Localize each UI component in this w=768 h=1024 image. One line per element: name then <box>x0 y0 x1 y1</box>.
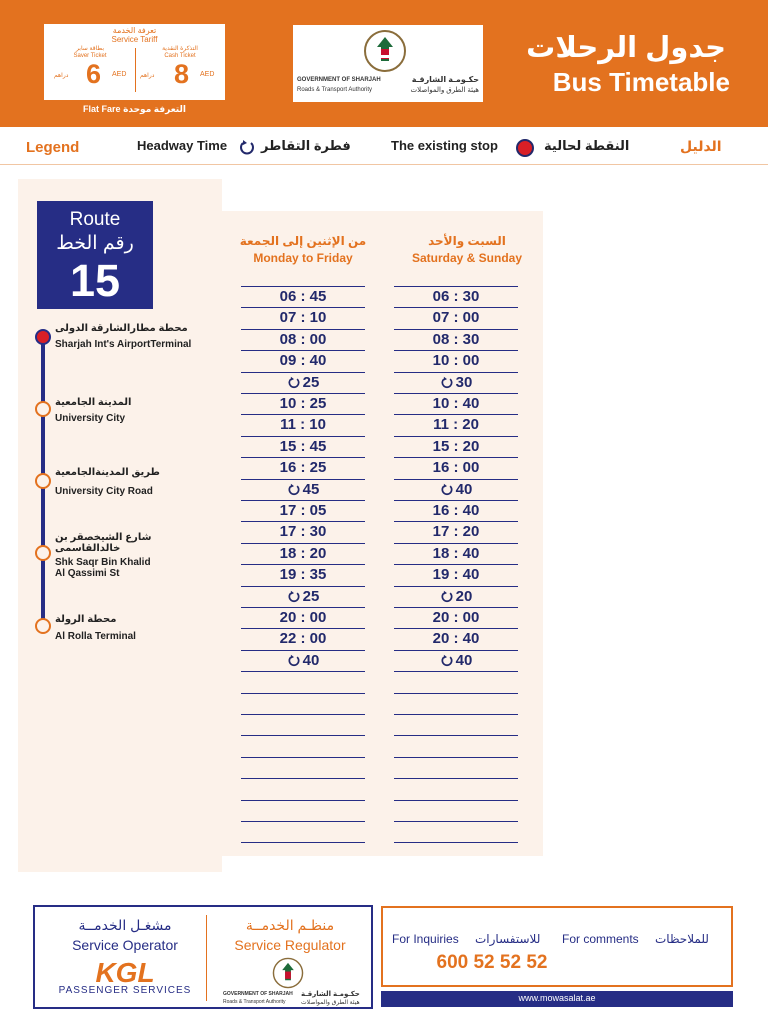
timetable-rule <box>241 543 365 544</box>
stop-marker <box>35 618 51 634</box>
timetable-rule <box>394 714 518 715</box>
route-label-en: Route <box>69 209 121 230</box>
timetable-rule <box>394 329 518 330</box>
timetable-rule <box>394 564 518 565</box>
stop-marker-current <box>35 329 51 345</box>
tariff-title-ar: تعرفة الخدمة <box>112 26 157 35</box>
timetable-rule <box>241 393 365 394</box>
page-title-ar: جدول الرحلات <box>526 32 726 64</box>
sharjah-emblem-icon <box>272 957 304 989</box>
contact-phone[interactable]: 600 52 52 52 <box>436 952 548 973</box>
headway-cell <box>241 374 365 391</box>
timetable-rule <box>394 307 518 308</box>
regulator-authority-ar: هيئة الطرق والمواصلات <box>301 1000 360 1006</box>
timetable-rule <box>394 521 518 522</box>
weekend-header <box>402 233 532 267</box>
headway-minutes: 25 <box>302 374 320 391</box>
flat-fare-ar: التعرفة موحدة <box>123 104 186 114</box>
existing-stop-label-en: The existing stop <box>391 138 498 153</box>
stop-marker <box>35 473 51 489</box>
departure-time: 08 : 30 <box>432 331 480 348</box>
weekday-header-ar: من الإثنين إلى الجمعة <box>239 234 367 248</box>
timetable-rule <box>394 842 518 843</box>
inquiries-label-en: For Inquiries <box>392 932 459 946</box>
stop-name-ar: محطة مطارالشارقة الدولى <box>55 323 188 334</box>
timetable-rule <box>241 821 365 822</box>
timetable-rule <box>241 372 365 373</box>
timetable-rule <box>394 500 518 501</box>
headway-icon <box>287 483 301 497</box>
weekday-header <box>238 233 368 267</box>
headway-icon <box>238 139 256 157</box>
stop-name-ar: محطة الرولة <box>55 614 117 625</box>
route-number-box <box>37 201 153 309</box>
existing-stop-label-ar: النقطة لحالية <box>544 138 630 153</box>
timetable-rule <box>394 372 518 373</box>
timetable-rule <box>394 628 518 629</box>
timetable-rule <box>241 778 365 779</box>
timetable-rule <box>394 735 518 736</box>
timetable-rule <box>241 500 365 501</box>
timetable-rule <box>394 778 518 779</box>
gov-authority-en: Roads & Transport Authority <box>297 87 373 93</box>
operator-label-ar: مشغـل الخدمــة <box>78 917 172 933</box>
timetable-rule <box>241 607 365 608</box>
comments-label-en: For comments <box>562 932 639 946</box>
timetable-rule <box>241 735 365 736</box>
headway-minutes: 45 <box>302 481 320 498</box>
sharjah-government-logo <box>293 25 483 102</box>
headway-icon <box>440 483 454 497</box>
headway-icon <box>440 654 454 668</box>
timetable-rule <box>394 479 518 480</box>
header-band <box>0 0 768 127</box>
timetable-rule <box>241 436 365 437</box>
cash-label-en: Cash Ticket <box>164 53 196 59</box>
route-label-ar: رقم الخط <box>56 233 134 254</box>
gov-name-en: GOVERNMENT OF SHARJAH <box>297 77 381 83</box>
gov-name-ar: حكـومـة الشارقـة <box>411 75 479 84</box>
timetable-rule <box>241 564 365 565</box>
departure-time: 16 : 25 <box>279 459 327 476</box>
legend-label-ar: الدليل <box>680 138 722 154</box>
departure-time: 17 : 20 <box>432 523 480 540</box>
saver-currency: AED <box>112 71 127 78</box>
timetable-rule <box>394 436 518 437</box>
website-link[interactable]: www.mowasalat.ae <box>518 993 596 1003</box>
contact-box <box>381 906 733 987</box>
flat-fare <box>44 104 225 115</box>
departure-time: 16 : 00 <box>432 459 480 476</box>
timetable-rule <box>394 414 518 415</box>
headway-minutes: 30 <box>455 374 473 391</box>
legend-label-en: Legend <box>26 139 80 156</box>
regulator-label-en: Service Regulator <box>234 937 346 953</box>
stop-marker <box>35 545 51 561</box>
weekday-header-en: Monday to Friday <box>253 251 353 265</box>
timetable-rule <box>241 350 365 351</box>
headway-minutes: 40 <box>455 652 473 669</box>
timetable-rule <box>241 800 365 801</box>
timetable-rule <box>241 307 365 308</box>
weekend-header-en: Saturday & Sunday <box>411 251 523 265</box>
service-providers-box <box>33 905 373 1009</box>
page-title-en: Bus Timetable <box>552 67 730 97</box>
headway-icon <box>440 590 454 604</box>
stop-name-en: University City Road <box>55 486 153 497</box>
saver-currency-ar: دراهم <box>54 73 69 79</box>
sharjah-emblem-icon <box>363 29 407 73</box>
headway-label-en: Headway Time <box>137 138 228 153</box>
operator-label-en: Service Operator <box>72 937 178 953</box>
timetable-rule <box>394 821 518 822</box>
departure-time: 09 : 40 <box>279 352 327 369</box>
saver-fare <box>46 45 134 99</box>
service-tariff-box <box>44 24 225 100</box>
headway-minutes: 40 <box>455 481 473 498</box>
regulator-label-ar: منظـم الخدمــة <box>245 917 335 933</box>
timetable-rule <box>394 393 518 394</box>
footer-divider <box>206 915 207 1001</box>
timetable-rule <box>241 842 365 843</box>
timetable-rule <box>394 800 518 801</box>
stop-name-ar: المدينة الجامعية <box>55 397 132 408</box>
route-number: 15 <box>69 255 121 306</box>
kgl-logo-text: KGL <box>95 959 155 985</box>
departure-time: 18 : 20 <box>279 545 327 562</box>
departure-time: 16 : 40 <box>432 502 480 519</box>
headway-minutes: 40 <box>302 652 320 669</box>
cash-fare <box>136 45 224 99</box>
cash-amount: 8 <box>174 59 190 89</box>
headway-cell <box>394 652 518 669</box>
timetable-rule <box>241 650 365 651</box>
saver-label-en: Saver Ticket <box>73 53 107 59</box>
timetable-rule <box>394 543 518 544</box>
departure-time: 17 : 05 <box>279 502 327 519</box>
headway-minutes: 25 <box>302 588 320 605</box>
departure-time: 22 : 00 <box>279 630 327 647</box>
timetable-rule <box>241 714 365 715</box>
headway-label-ar: فطرة التقاطر <box>261 138 351 153</box>
stop-marker <box>35 401 51 417</box>
departure-time: 07 : 00 <box>432 309 480 326</box>
cash-currency-ar: دراهم <box>140 73 155 79</box>
departure-time: 15 : 45 <box>279 438 327 455</box>
departure-time: 10 : 25 <box>279 395 327 412</box>
departure-time: 19 : 40 <box>432 566 480 583</box>
departure-time: 06 : 45 <box>279 288 327 305</box>
headway-icon <box>440 376 454 390</box>
departure-time: 11 : 10 <box>280 416 326 433</box>
timetable-rule <box>241 757 365 758</box>
website-bar <box>381 991 733 1007</box>
timetable-rule <box>394 457 518 458</box>
headway-minutes: 20 <box>455 588 473 605</box>
operator-subtitle: PASSENGER SERVICES <box>58 985 192 996</box>
stop-name-en: University City <box>55 413 126 424</box>
stop-name-ar: شارع الشيخصقر بن خالدالقاسمى <box>55 532 152 554</box>
timetable-rule <box>241 628 365 629</box>
timetable-rule <box>394 607 518 608</box>
timetable-rule <box>241 286 365 287</box>
departure-time: 17 : 30 <box>279 523 327 540</box>
timetable-rule <box>394 350 518 351</box>
headway-cell <box>394 374 518 391</box>
departure-time: 10 : 00 <box>432 352 480 369</box>
headway-icon <box>287 376 301 390</box>
departure-time: 20 : 00 <box>279 609 327 626</box>
gov-authority-ar: هيئة الطرق والمواصلات <box>410 87 479 94</box>
departure-time: 19 : 35 <box>279 566 327 583</box>
stop-name-en: Shk Saqr Bin Khalid Al Qassimi St <box>55 557 151 579</box>
departure-time: 20 : 00 <box>432 609 480 626</box>
headway-cell <box>241 652 365 669</box>
timetable-rule <box>241 479 365 480</box>
timetable-rule <box>241 671 365 672</box>
timetable-rule <box>394 286 518 287</box>
comments-label-ar: للملاحظات <box>655 932 709 946</box>
cash-currency: AED <box>200 71 215 78</box>
departure-time: 06 : 30 <box>432 288 480 305</box>
timetable-rule <box>394 671 518 672</box>
departure-time: 11 : 20 <box>433 416 479 433</box>
legend-bar <box>0 127 768 165</box>
timetable-rule <box>394 586 518 587</box>
timetable-rule <box>241 329 365 330</box>
stop-name-en: Sharjah Int's AirportTerminal <box>55 339 192 350</box>
regulator-gov-ar: حكـومـة الشارقـة <box>301 991 360 998</box>
timetable-rule <box>241 457 365 458</box>
departure-time: 18 : 40 <box>432 545 480 562</box>
headway-cell <box>394 588 518 605</box>
departure-time: 07 : 10 <box>279 309 327 326</box>
headway-cell <box>241 588 365 605</box>
timetable-rule <box>394 693 518 694</box>
headway-cell <box>394 481 518 498</box>
regulator-gov-en: GOVERNMENT OF SHARJAH <box>223 991 293 997</box>
saver-label-ar: بطاقة سابر <box>75 46 104 52</box>
departure-time: 15 : 20 <box>432 438 480 455</box>
departure-time: 08 : 00 <box>279 331 327 348</box>
stop-name-en: Al Rolla Terminal <box>55 631 136 642</box>
timetable-rule <box>394 650 518 651</box>
cash-label-ar: التذكرة النقدية <box>162 46 198 52</box>
headway-icon <box>287 654 301 668</box>
kgl-logo <box>55 959 195 985</box>
saver-amount: 6 <box>86 59 102 89</box>
timetable-rule <box>241 414 365 415</box>
timetable-rule <box>241 693 365 694</box>
tariff-title-en: Service Tariff <box>111 35 158 44</box>
timetable-rule <box>241 521 365 522</box>
inquiries-label-ar: للاستفسارات <box>475 932 541 946</box>
headway-cell <box>241 481 365 498</box>
timetable-rule <box>394 757 518 758</box>
flat-fare-en: Flat Fare <box>83 104 121 114</box>
existing-stop-icon <box>516 139 534 157</box>
headway-icon <box>287 590 301 604</box>
weekend-header-ar: السبت والأحد <box>428 234 506 248</box>
stop-name-ar: طريق المدينةالجامعية <box>55 467 160 478</box>
regulator-authority-en: Roads & Transport Authority <box>223 999 286 1005</box>
timetable-rule <box>241 586 365 587</box>
departure-time: 20 : 40 <box>432 630 480 647</box>
departure-time: 10 : 40 <box>432 395 480 412</box>
